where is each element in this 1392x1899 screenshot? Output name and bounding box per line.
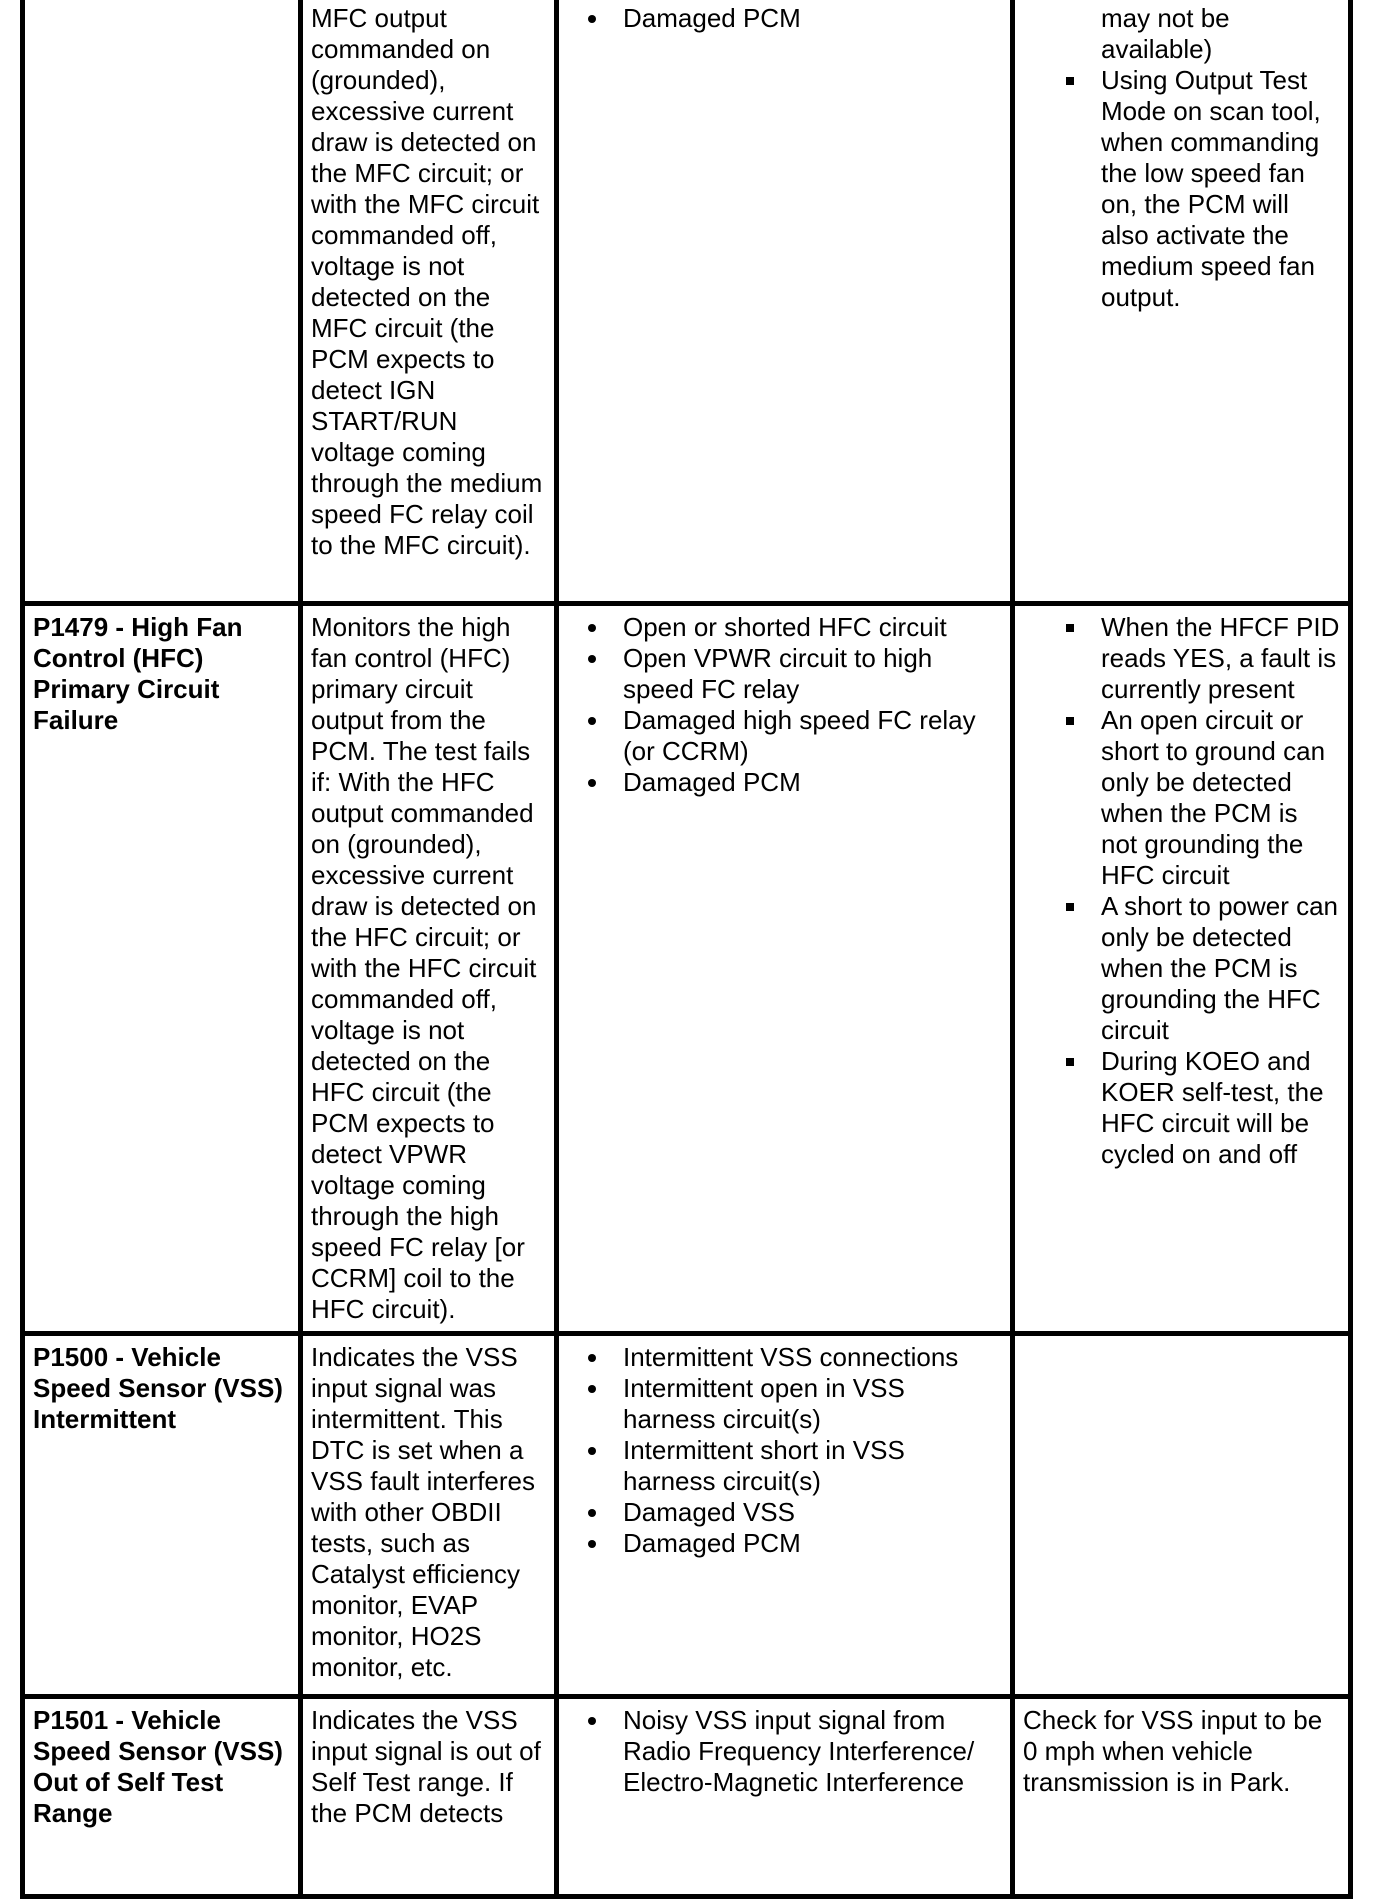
cause-item: • Damaged PCM xyxy=(611,1528,1002,1559)
cause-item: • Intermittent VSS connections xyxy=(611,1342,1002,1373)
description-cell: Monitors the high fan control (HFC) primary circuit output from the PCM. The test fails if: With the HFC output commanded on (grounded), excessive current draw is detected on the HFC circuit; or with the HFC circuit commanded off, voltage is not detected on the HFC circuit (the PCM expects to detect VPWR voltage coming through the high speed FC relay [or CCRM] coil to the HFC circuit). xyxy=(301,604,557,1334)
table-row xyxy=(23,1334,1351,1697)
description-cell: Indicates the VSS input signal is out of Self Test range. If the PCM detects xyxy=(301,1697,557,1897)
dtc-code-cell: P1501 - Vehicle Speed Sensor (VSS) Out of Self Test Range xyxy=(23,1697,301,1897)
continued-text: may not be available) xyxy=(1101,3,1230,64)
table-row xyxy=(23,1697,1351,1897)
cause-item: • Intermittent open in VSS harness circuit(s) xyxy=(611,1373,1002,1435)
diagnostic-aids-cell: Check for VSS input to be 0 mph when vehicle transmission is in Park. xyxy=(1013,1697,1351,1897)
cause-item: • Noisy VSS input signal from Radio Frequency Interference/ Electro-Magnetic Interference xyxy=(611,1705,1002,1798)
aid-item: ▪ When the HFCF PID reads YES, a fault is currently present xyxy=(1089,612,1340,705)
table-row xyxy=(23,0,1351,604)
diagnostic-aids-cell xyxy=(1013,604,1351,1334)
dtc-code-cell: P1500 - Vehicle Speed Sensor (VSS) Intermittent xyxy=(23,1334,301,1697)
dtc-code-cell: P1479 - High Fan Control (HFC) Primary Circuit Failure xyxy=(23,604,301,1334)
possible-causes-cell xyxy=(557,1697,1013,1897)
aid-item: ▪ An open circuit or short to ground can only be detected when the PCM is not grounding the HFC circuit xyxy=(1089,705,1340,891)
possible-causes-cell xyxy=(557,604,1013,1334)
diagnostic-aids-cell xyxy=(1013,1334,1351,1697)
possible-causes-cell xyxy=(557,0,1013,604)
dtc-code-cell xyxy=(23,0,301,604)
cause-item: • Open or shorted HFC circuit xyxy=(611,612,1002,643)
cause-item: • Damaged high speed FC relay (or CCRM) xyxy=(611,705,1002,767)
cause-item: • Intermittent short in VSS harness circuit(s) xyxy=(611,1435,1002,1497)
cause-item: • Damaged PCM xyxy=(611,767,1002,798)
table-row xyxy=(23,604,1351,1334)
aid-item: ▪ During KOEO and KOER self-test, the HFC circuit will be cycled on and off xyxy=(1089,1046,1340,1170)
aid-item: ▪ Using Output Test Mode on scan tool, when commanding the low speed fan on, the PCM will also activate the medium speed fan output. xyxy=(1089,65,1340,313)
dtc-table-page xyxy=(20,0,1348,1899)
possible-causes-cell xyxy=(557,1334,1013,1697)
aid-item: ▪ A short to power can only be detected when the PCM is grounding the HFC circuit xyxy=(1089,891,1340,1046)
dtc-table xyxy=(20,0,1353,1899)
cause-item: • Open VPWR circuit to high speed FC relay xyxy=(611,643,1002,705)
cause-item: • Damaged VSS xyxy=(611,1497,1002,1528)
description-cell: Indicates the VSS input signal was intermittent. This DTC is set when a VSS fault interferes with other OBDII tests, such as Catalyst efficiency monitor, EVAP monitor, HO2S monitor, etc. xyxy=(301,1334,557,1697)
diagnostic-aids-cell xyxy=(1013,0,1351,604)
cause-item: • Damaged PCM xyxy=(611,3,1002,34)
description-cell: MFC output commanded on (grounded), excessive current draw is detected on the MFC circuit; or with the MFC circuit commanded off, voltage is not detected on the MFC circuit (the PCM expects to detect IGN START/RUN voltage coming through the medium speed FC relay coil to the MFC circuit). xyxy=(301,0,557,604)
